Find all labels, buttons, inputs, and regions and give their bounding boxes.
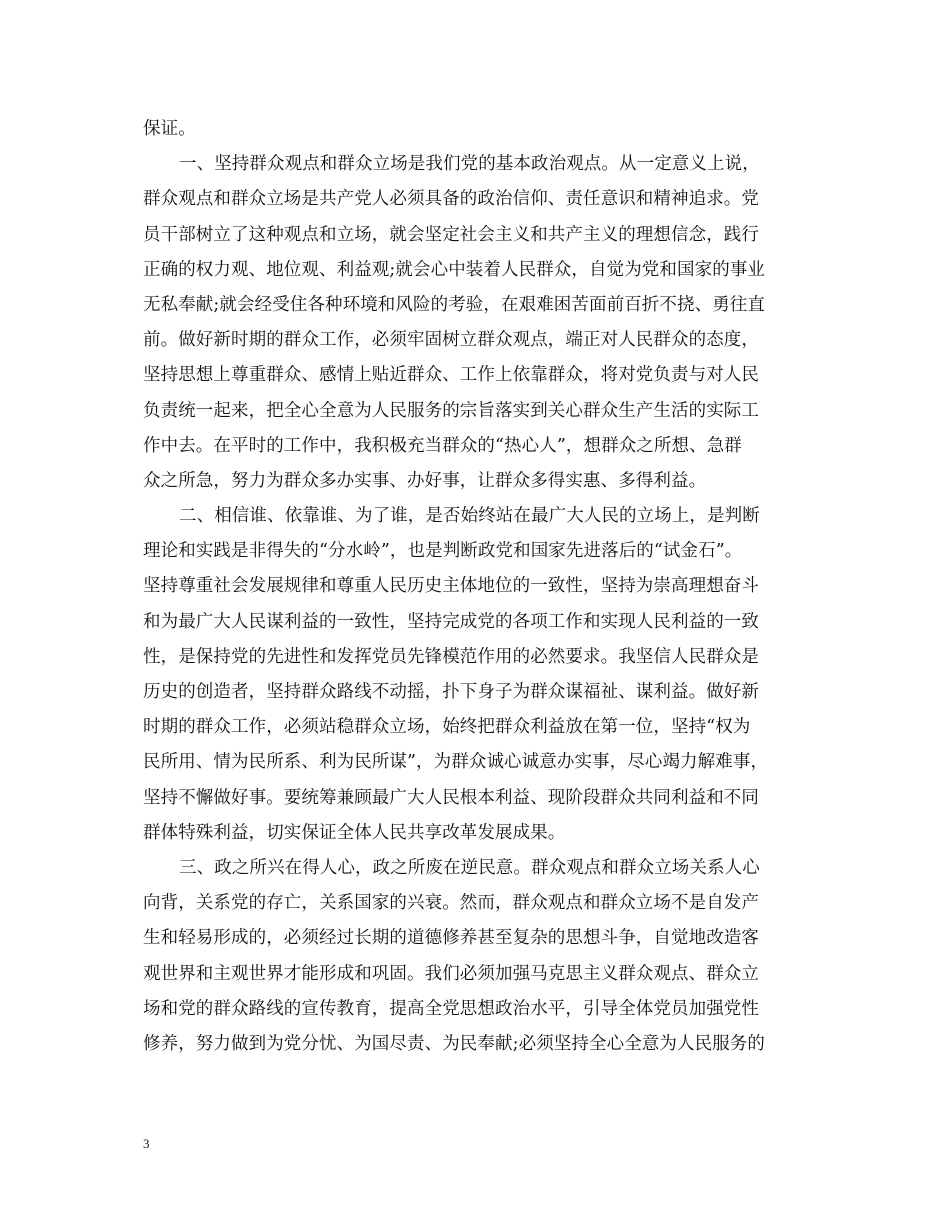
text-line: 观世界和主观世界才能形成和巩固。我们必须加强马克思主义群众观点、群众立 — [143, 963, 759, 984]
text-line: 修养，努力做到为党分忧、为国尽责、为民奉献;必须坚持全心全意为人民服务的 — [143, 1033, 765, 1054]
text-line: 时期的群众工作，必须站稳群众立场，始终把群众利益放在第一位，坚持“权为 — [143, 717, 751, 738]
paragraph-1-start: 一、坚持群众观点和群众立场是我们党的基本政治观点。从一定意义上说， — [179, 154, 760, 175]
text-line: 员干部树立了这种观点和立场，就会坚定社会主义和共产主义的理想信念，践行 — [143, 224, 759, 245]
text-line: 坚持思想上尊重群众、感情上贴近群众、工作上依靠群众，将对党负责与对人民 — [143, 365, 759, 386]
text-line: 和为最广大人民谋利益的一致性，坚持完成党的各项工作和实现人民利益的一致 — [143, 611, 759, 632]
text-line: 保证。 — [143, 119, 196, 139]
paragraph-3-start: 三、政之所兴在得人心，政之所废在逆民意。群众观点和群众立场关系人心 — [179, 857, 760, 878]
document-body — [143, 112, 807, 1062]
text-line: 前。做好新时期的群众工作，必须牢固树立群众观点，端正对人民群众的态度， — [143, 330, 759, 351]
paragraph-2-start: 二、相信谁、依靠谁、为了谁，是否始终站在最广大人民的立场上，是判断 — [179, 506, 760, 527]
text-line: 坚持尊重社会发展规律和尊重人民历史主体地位的一致性，坚持为崇高理想奋斗 — [143, 576, 759, 597]
text-line: 作中去。在平时的工作中，我积极充当群众的“热心人”，想群众之所想、急群 — [143, 435, 742, 456]
text-line: 性，是保持党的先进性和发挥党员先锋模范作用的必然要求。我坚信人民群众是 — [143, 646, 759, 667]
text-line: 理论和实践是非得失的“分水岭”，也是判断政党和国家先进落后的“试金石”。 — [143, 541, 743, 562]
text-line: 生和轻易形成的，必须经过长期的道德修养甚至复杂的思想斗争，自觉地改造客 — [143, 928, 759, 949]
page-number: 3 — [143, 1136, 150, 1151]
text-line: 场和党的群众路线的宣传教育，提高全党思想政治水平，引导全体党员加强党性 — [143, 998, 759, 1019]
text-line: 民所用、情为民所系、利为民所谋”，为群众诚心诚意办实事，尽心竭力解难事， — [143, 752, 769, 773]
text-line: 群体特殊利益，切实保证全体人民共享改革发展成果。 — [143, 822, 566, 843]
text-line: 群众观点和群众立场是共产党人必须具备的政治信仰、责任意识和精神追求。党 — [143, 189, 759, 210]
text-line: 无私奉献;就会经受住各种环境和风险的考验，在艰难困苦面前百折不挠、勇往直 — [143, 294, 765, 315]
text-line: 正确的权力观、地位观、利益观;就会心中装着人民群众，自觉为党和国家的事业 — [143, 259, 765, 280]
text-line: 向背，关系党的存亡，关系国家的兴衰。然而，群众观点和群众立场不是自发产 — [143, 893, 759, 914]
text-line: 坚持不懈做好事。要统筹兼顾最广大人民根本利益、现阶段群众共同利益和不同 — [143, 787, 759, 808]
text-line: 历史的创造者，坚持群众路线不动摇，扑下身子为群众谋福祉、谋利益。做好新 — [143, 682, 759, 702]
text-line: 众之所急，努力为群众多办实事、办好事，让群众多得实惠、多得利益。 — [143, 470, 707, 491]
text-line: 负责统一起来，把全心全意为人民服务的宗旨落实到关心群众生产生活的实际工 — [143, 400, 759, 421]
